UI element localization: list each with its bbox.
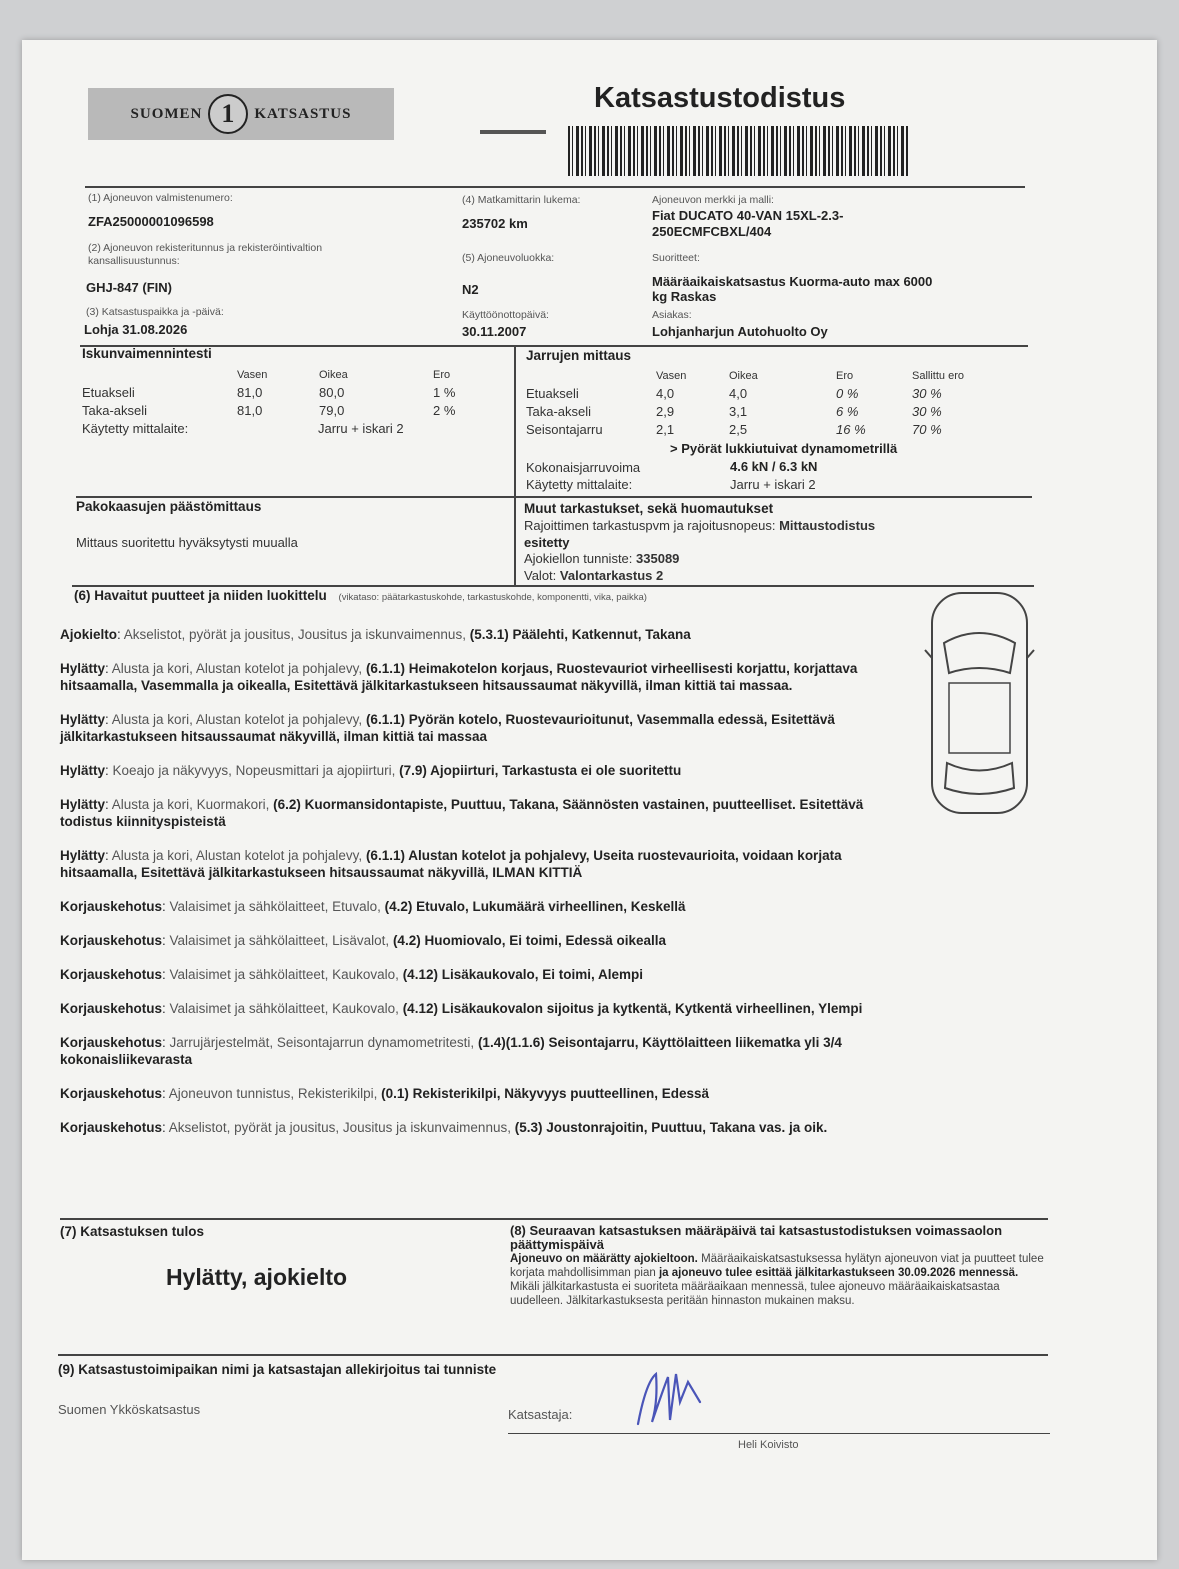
make-value: Fiat DUCATO 40-VAN 15XL-2.3- xyxy=(652,208,844,223)
defect-desc: Valaisimet ja sähkölaitteet, Kaukovalo, xyxy=(169,967,399,982)
shock-cell: 81,0 xyxy=(237,385,263,400)
brake-total-value: 4.6 kN / 6.3 kN xyxy=(730,459,818,474)
brake-header: Sallittu ero xyxy=(912,370,964,382)
brake-test-table xyxy=(526,367,992,439)
divider xyxy=(80,345,1028,347)
shock-test-table xyxy=(82,366,483,420)
divider xyxy=(58,1354,1048,1356)
brake-cell: 0 % xyxy=(836,386,859,401)
defect-desc: Akselistot, pyörät ja jousitus, Jousitus ja iskunvaimennus, xyxy=(168,1120,511,1135)
shock-cell: 1 % xyxy=(433,385,456,400)
brake-header xyxy=(526,367,656,385)
brake-note: > Pyörät lukkiutuivat dynamometrillä xyxy=(670,441,898,456)
defect-item: Hylätty: Alusta ja kori, Alustan kotelot ja pohjalevy, (6.1.1) Heimakotelon korjaus, Ruostevauriot virheellisesti korjattu, korjattava hitsaamalla, Vasemmalla ja oikealla, Esitettävä jälkitarkastukseen hitsaussaumat näkyvillä, ilman kittiä tai massaa. xyxy=(60,661,858,693)
brake-total-label: Kokonaisjarruvoima xyxy=(526,460,641,475)
defect-code: (4.12) Lisäkaukovalon sijoitus ja kytkentä, Kytkentä virheellinen, Ylempi xyxy=(402,1001,863,1016)
brake-device-label: Käytetty mittalaite: xyxy=(526,477,633,492)
divider xyxy=(72,585,1034,587)
make-value-2: 250ECMFCBXL/404 xyxy=(652,224,772,239)
logo-text-right: KATSASTUS xyxy=(254,105,352,122)
limiter-label xyxy=(524,518,875,533)
brake-header: Vasen xyxy=(656,370,687,382)
place-label: (3) Katsastuspaikka ja -päivä: xyxy=(86,306,224,318)
shock-header: Vasen xyxy=(237,369,268,381)
shock-header: Oikea xyxy=(319,369,348,381)
divider xyxy=(514,345,516,585)
vehicle-diagram-icon xyxy=(922,588,1037,818)
shock-cell: 81,0 xyxy=(237,403,263,418)
shock-cell: Taka-akseli xyxy=(82,403,148,418)
defect-item: Korjauskehotus: Valaisimet ja sähkölaitteet, Etuvalo, (4.2) Etuvalo, Lukumäärä virheellinen, Keskellä xyxy=(60,899,686,914)
class-label: (5) Ajoneuvoluokka: xyxy=(462,252,555,264)
defect-code: (0.1) Rekisterikilpi, Näkyvyys puutteellinen, Edessä xyxy=(381,1086,710,1101)
odometer-label: (4) Matkamittarin lukema: xyxy=(462,194,581,206)
defect-type: Hylätty xyxy=(60,661,106,676)
signature-line xyxy=(508,1433,1050,1434)
next-inspection-title: (8) Seuraavan katsastuksen määräpäivä tai katsastustodistuksen voimassaolon päättymispäivä xyxy=(510,1223,1003,1252)
vin-value: ZFA25000001096598 xyxy=(88,214,214,229)
defect-item: Hylätty: Koeajo ja näkyvyys, Nopeusmittari ja ajopiirturi, (7.9) Ajopiirturi, Tarkastusta ei ole suoritettu xyxy=(60,763,682,778)
lights-label: Valot: xyxy=(524,568,557,583)
emissions-title: Pakokaasujen päästömittaus xyxy=(76,499,262,514)
brake-header: Ero xyxy=(836,370,854,382)
defect-item: Hylätty: Alusta ja kori, Kuormakori, (6.2) Kuormansidontapiste, Puuttuu, Takana, Säännösten vastainen, puutteelliset. Esitettävä todistus kiinnityspisteistä xyxy=(60,797,864,829)
odometer-value: 235702 km xyxy=(462,216,528,231)
defect-type: Hylätty xyxy=(60,848,106,863)
defect-code: (1.4)(1.1.6) Seisontajarru, Käyttölaitteen liikematka yli 3/4 kokonaisliikevarasta xyxy=(60,1035,842,1067)
performed-label: Suoritteet: xyxy=(652,252,700,264)
result-title: (7) Katsastuksen tulos xyxy=(60,1224,205,1239)
brake-cell: 70 % xyxy=(912,422,942,437)
ban-id-value: 335089 xyxy=(636,551,680,566)
defect-item: Ajokielto: Akselistot, pyörät ja jousitus, Jousitus ja iskunvaimennus, (5.3.1) Päälehti, Katkennut, Takana xyxy=(60,627,691,642)
reg-value: GHJ-847 (FIN) xyxy=(86,280,172,295)
document-title: Katsastustodistus xyxy=(594,82,846,114)
brake-test-title: Jarrujen mittaus xyxy=(526,348,632,363)
defect-code: (4.2) Huomiovalo, Ei toimi, Edessä oikealla xyxy=(392,933,667,948)
defect-desc: Ajoneuvon tunnistus, Rekisterikilpi, xyxy=(168,1086,378,1101)
shock-test-title: Iskunvaimennintesti xyxy=(82,346,212,361)
defect-type: Korjauskehotus xyxy=(60,1120,163,1135)
ban-id-row xyxy=(524,551,679,566)
brake-cell: Taka-akseli xyxy=(526,404,592,419)
defect-item: Korjauskehotus: Jarrujärjestelmät, Seisontajarrun dynamometritesti, (1.4)(1.1.6) Seisontajarru, Käyttölaitteen liikematka yli 3/4 kokonaisliikevarasta xyxy=(60,1035,842,1067)
next-inspection-block xyxy=(510,1224,1050,1308)
lights-value: Valontarkastus 2 xyxy=(559,568,664,583)
shock-cell: 79,0 xyxy=(319,403,345,418)
defect-desc: Valaisimet ja sähkölaitteet, Kaukovalo, xyxy=(169,1001,399,1016)
result-value: Hylätty, ajokielto xyxy=(166,1264,348,1290)
defect-item: Korjauskehotus: Valaisimet ja sähkölaitteet, Lisävalot, (4.2) Huomiovalo, Ei toimi, Edessä oikealla xyxy=(60,933,667,948)
brake-cell: 2,5 xyxy=(729,422,748,437)
defect-desc: Jarrujärjestelmät, Seisontajarrun dynamometritesti, xyxy=(169,1035,475,1050)
defect-item: Korjauskehotus: Valaisimet ja sähkölaitteet, Kaukovalo, (4.12) Lisäkaukovalo, Ei toimi, Alempi xyxy=(60,967,644,982)
limiter-value-2: esitetty xyxy=(524,535,570,550)
first-use-value: 30.11.2007 xyxy=(462,324,527,339)
next-bold-2: ja ajoneuvo tulee esittää jälkitarkastukseen 30.09.2026 mennessä. xyxy=(658,1267,1019,1279)
brake-cell: Seisontajarru xyxy=(526,422,603,437)
emissions-text: Mittaus suoritettu hyväksytysti muualla xyxy=(76,535,298,550)
defect-desc: Alusta ja kori, Kuormakori, xyxy=(111,797,270,812)
logo-text-left: SUOMEN xyxy=(130,105,203,122)
limiter-label-text: Rajoittimen tarkastuspvm ja rajoitusnopeus: xyxy=(524,518,776,533)
next-text-1: Määräaikaiskatsastuksessa hylätyn ajoneuvon viat ja puutteet tulee korjata mahdollisimman pian xyxy=(510,1253,1044,1279)
logo-emblem: 1 xyxy=(208,94,248,134)
defect-desc: Alusta ja kori, Alustan kotelot ja pohjalevy, xyxy=(111,848,363,863)
defect-item: Hylätty: Alusta ja kori, Alustan kotelot ja pohjalevy, (6.1.1) Pyörän kotelo, Ruostevaurioitunut, Vasemmalla edessä, Esitettävä jälkitarkastukseen hitsaussaumat näkyvillä, ilman kittiä tai massaa xyxy=(60,712,835,744)
defect-item: Korjauskehotus: Ajoneuvon tunnistus, Rekisterikilpi, (0.1) Rekisterikilpi, Näkyvyys puutteellinen, Edessä xyxy=(60,1086,710,1101)
other-checks-title: Muut tarkastukset, sekä huomautukset xyxy=(524,501,774,516)
station-name: Suomen Ykköskatsastus xyxy=(58,1402,201,1417)
divider xyxy=(85,186,1025,188)
brake-cell: 16 % xyxy=(836,422,866,437)
brake-cell: 2,1 xyxy=(656,422,675,437)
defect-type: Korjauskehotus xyxy=(60,933,163,948)
defect-type: Korjauskehotus xyxy=(60,1035,163,1050)
defect-item: Hylätty: Alusta ja kori, Alustan kotelot ja pohjalevy, (6.1.1) Alustan kotelot ja pohjalevy, Useita ruostevaurioita, voidaan korjata hitsaamalla, Esitettävä jälkitarkastukseen hitsaussaumat näkyvillä, ILMAN KITTIÄ xyxy=(60,848,842,880)
brake-cell: 30 % xyxy=(912,404,942,419)
limiter-value: Mittaustodistus xyxy=(779,518,876,533)
defect-code: (4.12) Lisäkaukovalo, Ei toimi, Alempi xyxy=(402,967,644,982)
brake-cell: 4,0 xyxy=(729,386,748,401)
defect-code: (6.1.1) Pyörän kotelo, Ruostevaurioitunut, Vasemmalla edessä, Esitettävä jälkitarkastukseen hitsaussaumat näkyvillä, ilman kittiä tai massaa xyxy=(60,712,835,744)
shock-cell: 2 % xyxy=(433,403,456,418)
defects-title xyxy=(74,588,647,603)
defect-code: (5.3) Joustonrajoitin, Puuttuu, Takana vas. ja oik. xyxy=(514,1120,828,1135)
next-inspection-text xyxy=(510,1252,1050,1308)
defect-type: Korjauskehotus xyxy=(60,967,163,982)
signature-title: (9) Katsastustoimipaikan nimi ja katsastajan allekirjoitus tai tunniste xyxy=(58,1362,497,1377)
brake-cell: 30 % xyxy=(912,386,942,401)
defect-desc: Koeajo ja näkyvyys, Nopeusmittari ja ajopiirturi, xyxy=(112,763,396,778)
brake-header: Oikea xyxy=(729,370,758,382)
brake-cell: 3,1 xyxy=(729,404,748,419)
performed-value: Määräaikaiskatsastus Kuorma-auto max 6000 xyxy=(652,274,933,289)
first-use-label: Käyttöönottopäivä: xyxy=(462,309,549,321)
lights-row xyxy=(524,568,663,583)
brake-cell: 2,9 xyxy=(656,404,675,419)
ban-id-label: Ajokiellon tunniste: xyxy=(524,551,633,566)
defect-type: Hylätty xyxy=(60,797,106,812)
divider xyxy=(60,1218,1048,1220)
defect-item: Korjauskehotus: Valaisimet ja sähkölaitteet, Kaukovalo, (4.12) Lisäkaukovalon sijoitus ja kytkentä, Kytkentä virheellinen, Ylempi xyxy=(60,1001,863,1016)
shock-device-label: Käytetty mittalaite: xyxy=(82,421,189,436)
brake-device-value: Jarru + iskari 2 xyxy=(730,477,816,492)
divider xyxy=(76,496,1032,498)
reg-label: (2) Ajoneuvon rekisteritunnus ja rekisteröintivaltion xyxy=(88,242,323,254)
defect-type: Ajokielto xyxy=(60,627,118,642)
defect-type: Korjauskehotus xyxy=(60,1001,163,1016)
defect-item: Korjauskehotus: Akselistot, pyörät ja jousitus, Jousitus ja iskunvaimennus, (5.3) Joustonrajoitin, Puuttuu, Takana vas. ja oik. xyxy=(60,1120,828,1135)
inspector-label: Katsastaja: xyxy=(508,1407,573,1422)
shock-header: Ero xyxy=(433,369,451,381)
class-value: N2 xyxy=(462,282,479,297)
barcode xyxy=(568,126,908,176)
client-label: Asiakas: xyxy=(652,309,692,321)
defect-desc: Akselistot, pyörät ja jousitus, Jousitus ja iskunvaimennus, xyxy=(123,627,466,642)
inspector-name: Heli Koivisto xyxy=(738,1439,799,1451)
make-label: Ajoneuvon merkki ja malli: xyxy=(652,194,774,206)
shock-header xyxy=(82,366,237,384)
place-value: Lohja 31.08.2026 xyxy=(84,322,188,337)
defect-desc: Alusta ja kori, Alustan kotelot ja pohjalevy, xyxy=(111,712,363,727)
defect-code: (7.9) Ajopiirturi, Tarkastusta ei ole suoritettu xyxy=(399,763,682,778)
defect-code: (6.1.1) Alustan kotelot ja pohjalevy, Useita ruostevaurioita, voidaan korjata hitsaamalla, Esitettävä jälkitarkastukseen hitsaussaumat näkyvillä, ILMAN KITTIÄ xyxy=(60,848,842,880)
brake-cell: 6 % xyxy=(836,404,859,419)
defects-list xyxy=(60,626,895,1153)
defect-code: (4.2) Etuvalo, Lukumäärä virheellinen, Keskellä xyxy=(384,899,686,914)
defect-type: Korjauskehotus xyxy=(60,899,163,914)
defects-title-text: (6) Havaitut puutteet ja niiden luokittelu xyxy=(74,588,327,603)
defect-code: (6.2) Kuormansidontapiste, Puuttuu, Takana, Säännösten vastainen, puutteelliset. Esitettävä todistus kiinnityspisteistä xyxy=(60,797,864,829)
defect-type: Hylätty xyxy=(60,763,106,778)
client-value: Lohjanharjun Autohuolto Oy xyxy=(652,324,828,339)
defect-desc: Alusta ja kori, Alustan kotelot ja pohjalevy, xyxy=(111,661,363,676)
suomen-katsastus-logo xyxy=(88,88,394,140)
shock-device-value: Jarru + iskari 2 xyxy=(318,421,404,436)
vin-label: (1) Ajoneuvon valmistenumero: xyxy=(88,192,233,204)
next-text-2: Mikäli jälkitarkastusta ei suoriteta määräaikaan mennessä, tulee ajoneuvo määräaikaiskatsastaa uudelleen. Jälkitarkastuksesta peritään hinnaston mukainen maksu. xyxy=(510,1281,1000,1307)
shock-cell: Etuakseli xyxy=(82,385,135,400)
brake-cell: 4,0 xyxy=(656,386,675,401)
brake-cell: Etuakseli xyxy=(526,386,579,401)
reg-label-2: kansallisuustunnus: xyxy=(88,255,180,267)
defect-code: (6.1.1) Heimakotelon korjaus, Ruostevauriot virheellisesti korjattu, korjattava hitsaamalla, Vasemmalla ja oikealla, Esitettävä jälkitarkastukseen hitsaussaumat näkyvillä, ilman kittiä tai massaa. xyxy=(60,661,858,693)
shock-cell: 80,0 xyxy=(319,385,345,400)
performed-value-2: kg Raskas xyxy=(652,289,717,304)
defect-desc: Valaisimet ja sähkölaitteet, Lisävalot, xyxy=(169,933,390,948)
defect-code: (5.3.1) Päälehti, Katkennut, Takana xyxy=(469,627,691,642)
defect-type: Hylätty xyxy=(60,712,106,727)
divider-dash xyxy=(480,130,546,134)
defect-desc: Valaisimet ja sähkölaitteet, Etuvalo, xyxy=(169,899,381,914)
next-bold-1: Ajoneuvo on määrätty ajokieltoon. xyxy=(510,1253,698,1265)
signature-scribble xyxy=(628,1362,728,1432)
defect-type: Korjauskehotus xyxy=(60,1086,163,1101)
defects-subtitle: (vikataso: päätarkastuskohde, tarkastuskohde, komponentti, vika, paikka) xyxy=(338,592,647,603)
